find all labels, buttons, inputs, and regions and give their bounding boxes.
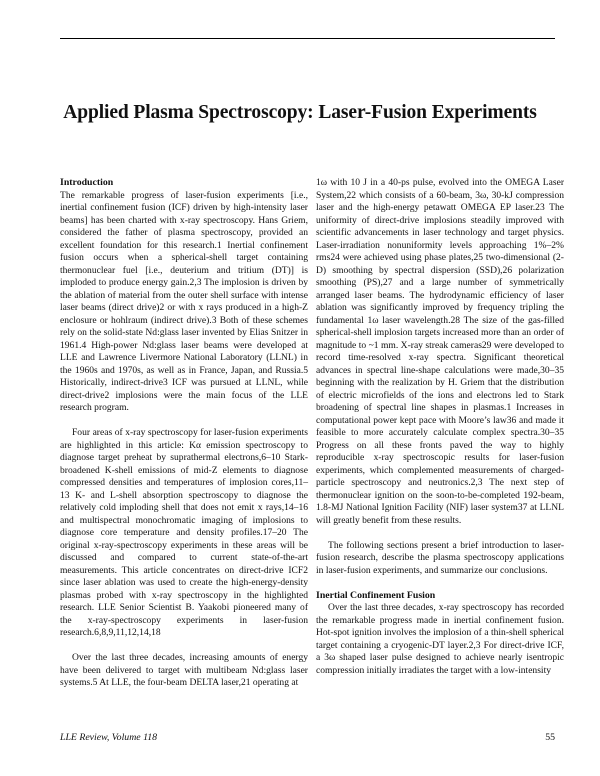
right-paragraph-1: 1ω with 10 J in a 40-ps pulse, evolved into the OMEGA Laser System,22 which consists of a 60-beam, 3ω, 30-kJ compression laser and the high-energy petawatt OMEGA EP laser.23 The uniformity of direct-drive implosions steadily improved with scientific advancements in laser technology and target physics. Laser-irradiation nonuniformity levels approaching 1%–2% rms24 were achieved using phase plates,25 two-dimensional (2-D) smoothing by spectral dispersion (SSD),26 polarization smoothing (PS),27 and a large number of symmetrically arranged laser beams. The hydrodynamic efficiency of laser ablation was significantly improved by frequency tripling the fundamental 1ω laser wavelength.28 The size of the gas-filled spherical-shell implosion targets increased more than an order of magnitude to ~1 mm. X-ray streak cameras29 were developed to record time-resolved x-ray spectra. Significant theoretical advances in spectral line-shape calculations were made,30–35 beginning with the realization by H. Griem that the distribution of electric microfields of the ions and electrons led to Stark broadening of spectral line shapes in plasmas.1 Increases in computational power kept pace with Moore’s law36 and made it feasible to more accurately calculate complex spectra.30–35 Progress on all these fronts paved the way to highly reproducible x-ray spectroscopic results for laser-fusion experiments, which complemented measurements of charged-particle spectroscopy and neutronics.2,3 The next step of thermonuclear ignition on the soon-to-be-completed 192-beam, 1.8-MJ National Ignition Facility (NIF) laser system37 at LLNL will greatly benefit from these results. [316, 177, 564, 526]
right-column [316, 177, 564, 677]
left-column [60, 177, 308, 690]
right-paragraph-2: The following sections present a brief introduction to laser-fusion research, describe the plasma spectroscopy applications in laser-fusion experiments, and summarize our conclusions. [316, 539, 564, 576]
icf-heading: Inertial Confinement Fusion [316, 589, 436, 601]
journal-footer: LLE Review, Volume 118 [60, 732, 158, 743]
article-title: Applied Plasma Spectroscopy: Laser-Fusion Experiments [63, 102, 537, 123]
introduction-heading: Introduction [60, 177, 114, 188]
intro-paragraph-3: Over the last three decades, increasing amounts of energy have been delivered to target with multibeam Nd:glass laser systems.5 At LLE, the four-beam DELTA laser,21 operating at [60, 652, 308, 688]
top-rule [60, 38, 555, 39]
intro-paragraph-2: Four areas of x-ray spectroscopy for laser-fusion experiments are highlighted in this article: Kα emission spectroscopy to diagnose target preheat by suprathermal electrons,6–10 Stark-broadened K-shell emissions of mid-Z elements to diagnose compressed densities and temperatures of implosion cores,11–13 K- and L-shell absorption spectroscopy to diagnose the relatively cold imploding shell that does not emit x rays,14–16 and multispectral monochromatic imaging of implosions to diagnose core temperature and density profiles.17–20 The original x-ray-spectroscopy experiments in these areas will be discussed and compared to current state-of-the-art measurements. This article concentrates on direct-drive ICF2 since laser ablation was used to create the high-energy-density plasmas probed with x-ray spectroscopy in the highlighted research. LLE Senior Scientist B. Yaakobi pioneered many of the x-ray-spectroscopy experiments in laser-fusion research.6,8,9,11,12,14,18 [60, 427, 308, 638]
intro-paragraph-1: The remarkable progress of laser-fusion experiments [i.e., inertial confinement fusion (ICF) driven by high-intensity laser beams] has been charted with x-ray spectroscopy. Hans Griem, considered the father of plasma spectroscopy, provided an excellent foundation for this research.1 Inertial confinement fusion occurs when a spherical-shell target containing thermonuclear fuel [i.e., deuterium and tritium (DT)] is imploded to produce energy gain.2,3 The implosion is driven by the ablation of material from the outer shell surface with intense laser beams (direct drive)2 or with x rays produced in a high-Z enclosure or hohlraum (indirect drive).3 Both of these schemes rely on the solid-state Nd:glass laser invented by Elias Snitzer in 1961.4 High-power Nd:glass laser beams were developed at LLE and Lawrence Livermore National Laboratory (LLNL) in the 1960s and 1970s, as well as in France, Japan, and Russia.5 Historically, indirect-drive3 ICF was pursued at LLNL, while direct-drive2 implosions were the main focus of the LLE research program. [60, 189, 308, 413]
page-number: 55 [545, 732, 555, 743]
icf-paragraph-1: Over the last three decades, x-ray spectroscopy has recorded the remarkable progress made in inertial confinement fusion. Hot-spot ignition involves the implosion of a thin-shell spherical target containing a cryogenic-DT layer.2,3 For direct-drive ICF, a 3ω shaped laser pulse designed to achieve nearly isentropic compression initially irradiates the target with a low-intensity [316, 602, 564, 676]
